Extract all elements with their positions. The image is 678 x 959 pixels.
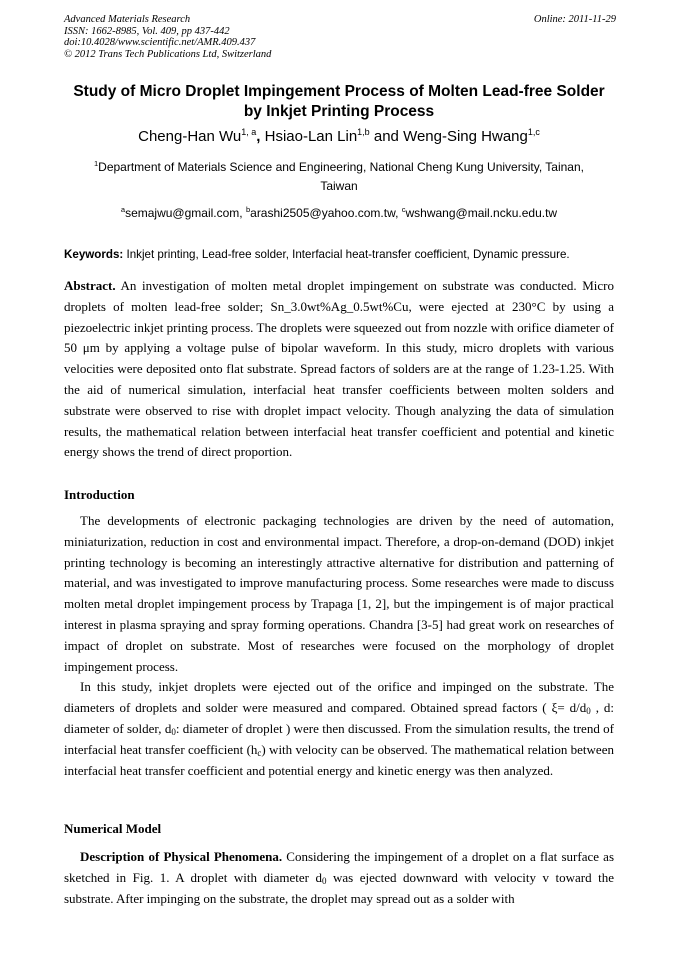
journal-issn: ISSN: 1662-8985, Vol. 409, pp 437-442: [64, 25, 230, 37]
author-separator: ,: [256, 128, 265, 145]
subscript: 0: [171, 726, 176, 737]
keywords: [64, 246, 616, 264]
online-date: Online: 2011-11-29: [533, 14, 616, 25]
intro-text: In this study, inkjet droplets were ejected out of the orifice and impinged on the substrate. The diameters of droplets and solder were measured and compared. Obtained spread factors ( ξ= d/d: [64, 679, 614, 716]
journal-copyright: © 2012 Trans Tech Publications Ltd, Switzerland: [64, 48, 272, 60]
author-list: [64, 127, 614, 147]
author-separator: and: [369, 128, 404, 145]
author-affil-mark: 1,b: [357, 127, 370, 137]
email-link: wshwang@mail.ncku.edu.tw: [405, 206, 558, 220]
keywords-text: Inkjet printing, Lead-free solder, Interfacial heat-transfer coefficient, Dynamic pressure.: [123, 248, 570, 261]
author-name: Cheng-Han Wu: [138, 128, 242, 145]
title-line-2: by Inkjet Printing Process: [243, 103, 435, 120]
author-affil-mark: 1,c: [527, 127, 540, 137]
title-line-1: Study of Micro Droplet Impingement Process of Molten Lead-free Solder: [73, 83, 605, 100]
journal-name: Advanced Materials Research: [64, 14, 191, 25]
email-link: semajwu@gmail.com,: [125, 206, 246, 220]
affiliation: [64, 158, 614, 196]
intro-paragraph-1: The developments of electronic packaging technologies are driven by the need of automation, miniaturization, reduction in cost and environmental impact. Therefore, a drop-on-demand (DOD) inkjet printing technology is becoming an interestingly attractive alternative for distribution and patterning of material, and was investigated to improve manufacturing process. Some researches were made to discuss molten metal droplet impingement process by Trapaga [1, 2], but the impingement is of major practical interest in plasma spraying and spray forming operations. Chandra [3-5] had great work on researches of impact of droplet on substrate. Most of researches were focused on the morphology of droplet impingement process.: [64, 513, 614, 674]
numerical-text: Considering the impingement of a droplet on a flat surface as sketched in Fig. 1. A droplet with diameter d: [64, 849, 615, 885]
email-link: arashi2505@yahoo.com.tw,: [250, 206, 402, 220]
subsection-label: Description of Physical Phenomena.: [80, 849, 283, 864]
author-name: Hsiao-Lan Lin: [264, 128, 358, 145]
author-name: Weng-Sing Hwang: [403, 128, 528, 145]
abstract-text: An investigation of molten metal droplet impingement on substrate was conducted. Micro droplets of molten lead-free solder; Sn_3.0wt%Ag_0.5wt%Cu, were ejected at 230°C by using a piezoelectric inkjet printing process. The droplets were squeezed out from nozzle with orifice diameter of 50 μm by applying a voltage pulse of bipolar waveform. In this study, micro droplets with various velocities were deposited onto flat substrate. Spread factors of solders are at the range of 1.23-1.25. With the aid of numerical simulation, interfacial heat transfer coefficients between molten solders and substrate were observed to rise with droplet impact velocity. Though analyzing the data of simulation results, the mathematical relation between interfacial heat transfer coefficient and potential and kinetic energy shows the trend of direct proportion.: [64, 278, 614, 460]
intro-paragraph-2: [64, 677, 614, 781]
paper-title: [64, 82, 614, 122]
affil-line-1: Department of Materials Science and Engineering, National Cheng Kung University, Tainan,: [98, 160, 584, 174]
keywords-label: Keywords:: [64, 248, 124, 261]
numerical-model-body: [64, 847, 614, 909]
author-emails: [64, 204, 614, 222]
introduction-body: [64, 511, 614, 781]
subscript: c: [257, 747, 262, 758]
intro-text: , d: diameter of solder, d: [64, 700, 615, 736]
numerical-text: was ejected downward with velocity v toward the substrate. After impinging on the substrate, the droplet may spread out as a solder with: [64, 869, 614, 906]
author-affil-mark: 1, a: [241, 127, 257, 137]
affil-mark: 1: [93, 159, 99, 168]
journal-doi: doi:10.4028/www.scientific.net/AMR.409.437: [64, 37, 256, 48]
email-mark: a: [120, 205, 126, 214]
abstract-label: Abstract.: [64, 278, 116, 293]
intro-text: ) with velocity can be observed. The mathematical relation between interfacial heat transfer coefficient and potential energy and kinetic energy was then analyzed.: [64, 741, 614, 778]
email-mark: c: [401, 205, 406, 214]
subscript: 0: [321, 875, 327, 886]
journal-header: [64, 14, 616, 60]
affil-line-2: Taiwan: [320, 179, 358, 193]
email-mark: b: [245, 205, 251, 214]
numerical-paragraph-1: [64, 847, 614, 909]
section-heading-introduction: Introduction: [64, 487, 135, 502]
abstract: [64, 276, 614, 463]
subscript: 0: [586, 706, 591, 717]
section-heading-numerical-model: Numerical Model: [64, 821, 162, 836]
intro-text: : diameter of droplet ) were then discussed. From the simulation results, the trend of interfacial heat transfer coefficient (h: [64, 720, 614, 757]
